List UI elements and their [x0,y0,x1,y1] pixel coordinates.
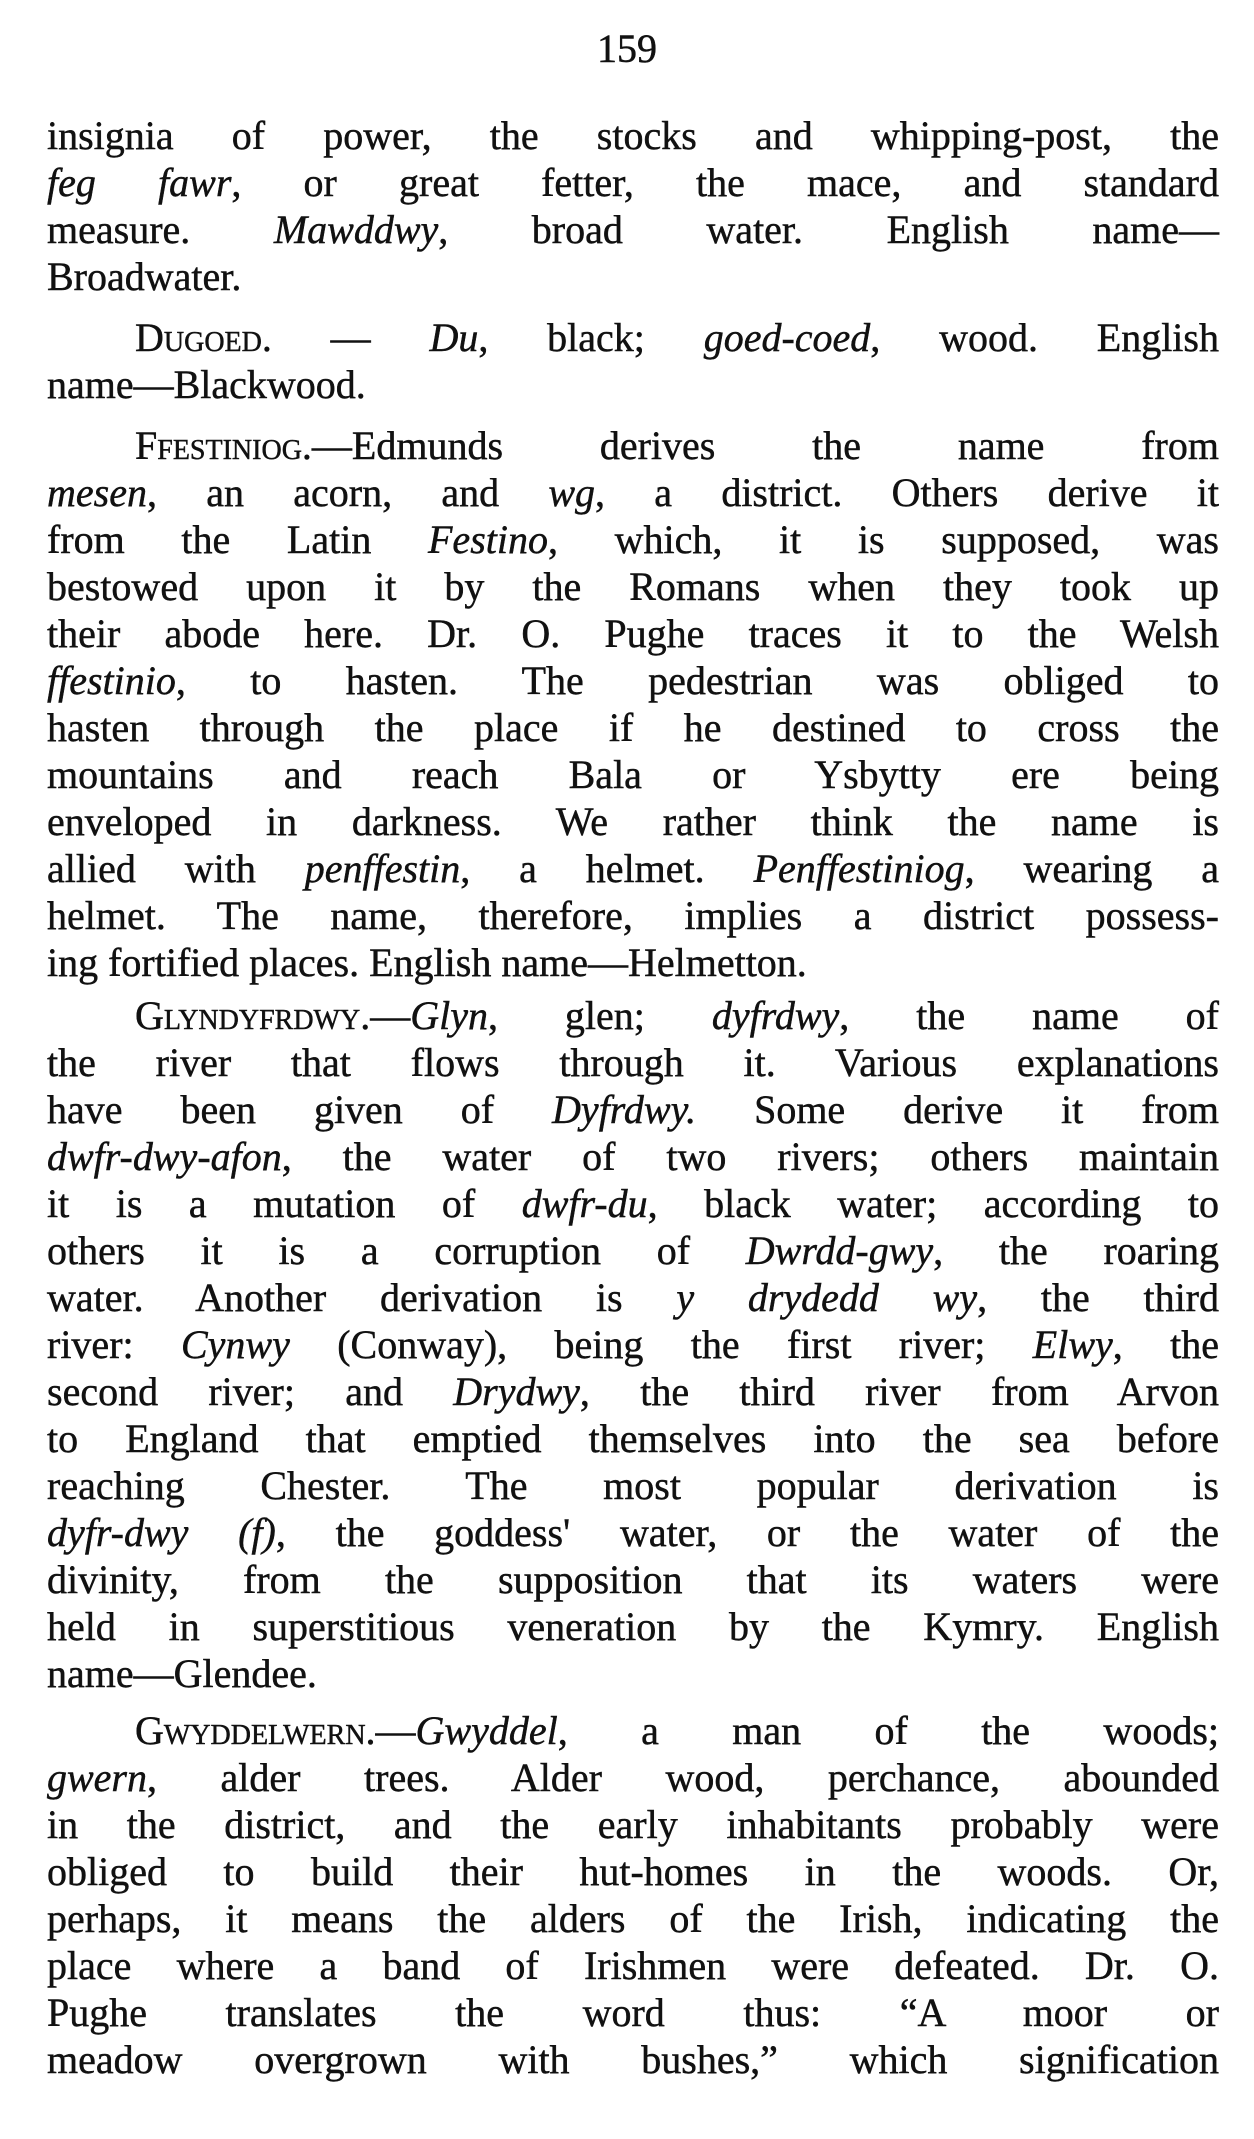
italic-term: goed-coed [703,315,871,360]
text-line [47,1509,1219,1556]
text-run: (Conway), being the first river; [289,1322,1033,1367]
text-run: , a helmet. [460,846,754,891]
entry-heading: Glyndyfrdwy. [135,993,371,1038]
text-line [47,422,1219,469]
text-run: , the name of [839,993,1220,1038]
italic-term: ffestinio [47,658,176,703]
text-line [47,2036,1219,2083]
text-line [47,563,1219,610]
text-run: from the Latin [47,517,428,562]
text-run: place where a band of Irishmen were defeated. Dr. O. [47,1943,1219,1988]
text-run: enveloped in darkness. We rather think the name is [47,799,1219,844]
text-line [47,1180,1219,1227]
text-run: , black water; according to [647,1181,1220,1226]
text-run: — [375,1708,416,1753]
body-text [47,112,1219,2083]
italic-term: feg fawr [47,160,232,205]
text-line [47,206,1219,253]
italic-term: Du [429,315,479,360]
italic-term: Dyfrdwy. [552,1087,697,1132]
text-run: , the goddess' water, or the water of the [275,1510,1219,1555]
text-run: , a district. Others derive it [595,470,1220,515]
text-line [47,1368,1219,1415]
text-line [47,253,1219,300]
text-line [47,798,1219,845]
italic-term: Drydwy [453,1369,580,1414]
text-run: the river that flows through it. Various explanations [47,1040,1219,1085]
text-run: measure. [47,207,274,252]
paragraph [47,112,1219,300]
text-line [47,1801,1219,1848]
italic-term: dwfr-dwy-afon [47,1134,282,1179]
italic-term: gwern [47,1755,147,1800]
italic-term: Elwy [1032,1322,1113,1367]
text-run: held in superstitious veneration by the Kymry. English [47,1604,1219,1649]
entry-heading: Dugoed. [135,315,272,360]
text-line [47,361,1219,408]
text-run: it is a mutation of [47,1181,522,1226]
text-run: others it is a corruption of [47,1228,746,1273]
text-run: , the water of two rivers; others maintain [281,1134,1219,1179]
text-run: ing fortified places. English name—Helmetton. [47,940,807,985]
italic-term: Dwrdd-gwy [745,1228,934,1273]
text-run: , black; [478,315,704,360]
text-run: meadow overgrown with bushes,” which signification [47,2037,1219,2082]
text-line [47,1227,1219,1274]
italic-term: Mawddwy [273,207,439,252]
text-line [47,1086,1219,1133]
italic-term: Cynwy [180,1322,290,1367]
text-line [47,1895,1219,1942]
text-run: divinity, from the supposition that its waters were [47,1557,1219,1602]
text-run: river: [47,1322,181,1367]
text-line [47,704,1219,751]
italic-term: wg [548,470,596,515]
text-line [47,1942,1219,1989]
text-line [47,1321,1219,1368]
text-run: , a man of the woods; [557,1708,1219,1753]
text-run: insignia of power, the stocks and whipping-post, the [47,113,1219,158]
text-run: bestowed upon it by the Romans when they took up [47,564,1219,609]
text-run: Pughe translates the word thus: “A moor or [47,1990,1219,2035]
text-run: Some derive it from [696,1087,1219,1132]
paragraph [47,992,1219,1697]
italic-term: mesen [47,470,147,515]
text-run: —Edmunds derives the name from [311,423,1219,468]
text-run: have been given of [47,1087,553,1132]
text-run: helmet. The name, therefore, implies a district possess- [47,893,1219,938]
text-run: name—Blackwood. [47,362,366,407]
text-line [47,751,1219,798]
italic-term: dyfr-dwy (f) [47,1510,276,1555]
italic-term: dwfr-du [521,1181,648,1226]
text-run: , glen; [487,993,712,1038]
text-run: , the third river from Arvon [579,1369,1219,1414]
italic-term: Glyn [410,993,488,1038]
text-run: water. Another derivation is [47,1275,677,1320]
text-line [47,112,1219,159]
text-run: , which, it is supposed, was [547,517,1219,562]
text-run: reaching Chester. The most popular derivation is [47,1463,1219,1508]
text-run: , the third [977,1275,1219,1320]
italic-term: Gwyddel [415,1708,558,1753]
text-line [47,1039,1219,1086]
text-run: , alder trees. Alder wood, perchance, abounded [147,1755,1219,1800]
text-line [47,1650,1219,1697]
text-run: obliged to build their hut-homes in the woods. Or, [47,1849,1219,1894]
text-run: , the roaring [933,1228,1219,1273]
text-line [47,1274,1219,1321]
paragraph [47,1707,1219,2083]
text-run: mountains and reach Bala or Ysbytty ere being [47,752,1219,797]
text-run: hasten through the place if he destined to cross the [47,705,1219,750]
text-line [47,1462,1219,1509]
text-line [47,657,1219,704]
text-line [47,845,1219,892]
text-line [47,992,1219,1039]
text-line [47,892,1219,939]
text-line [47,159,1219,206]
text-run: , wearing a [964,846,1219,891]
text-run: name—Glendee. [47,1651,317,1696]
text-line [47,469,1219,516]
text-run: , an acorn, and [146,470,549,515]
text-run: in the district, and the early inhabitants probably were [47,1802,1219,1847]
text-line [47,1989,1219,2036]
text-line [47,1848,1219,1895]
text-line [47,939,1219,986]
text-line [47,1415,1219,1462]
text-line [47,314,1219,361]
text-run: , the [1112,1322,1219,1367]
text-run: allied with [47,846,305,891]
text-run: , or great fetter, the mace, and standard [231,160,1219,205]
italic-term: y drydedd wy [676,1275,978,1320]
text-line [47,610,1219,657]
text-run: — [370,993,411,1038]
text-run: second river; and [47,1369,454,1414]
entry-heading: Gwyddelwern. [135,1708,376,1753]
text-line [47,1603,1219,1650]
text-run: their abode here. Dr. O. Pughe traces it to the Welsh [47,611,1219,656]
text-run: perhaps, it means the alders of the Irish, indicating the [47,1896,1219,1941]
paragraph [47,314,1219,408]
text-line [47,1556,1219,1603]
text-line [47,1133,1219,1180]
text-run: , broad water. English name— [438,207,1219,252]
italic-term: Festino [428,517,548,562]
text-run: , wood. English [870,315,1219,360]
entry-heading: Ffestiniog. [135,423,312,468]
italic-term: penffestin [304,846,461,891]
text-run: Broadwater. [47,254,242,299]
text-line [47,1707,1219,1754]
paragraph [47,422,1219,986]
italic-term: Penffestiniog [753,846,965,891]
text-run: to England that emptied themselves into the sea before [47,1416,1219,1461]
page-number: 159 [597,26,657,71]
text-run: — [271,315,430,360]
text-run: , to hasten. The pedestrian was obliged to [175,658,1219,703]
text-line [47,516,1219,563]
italic-term: dyfrdwy [711,993,840,1038]
text-line [47,1754,1219,1801]
